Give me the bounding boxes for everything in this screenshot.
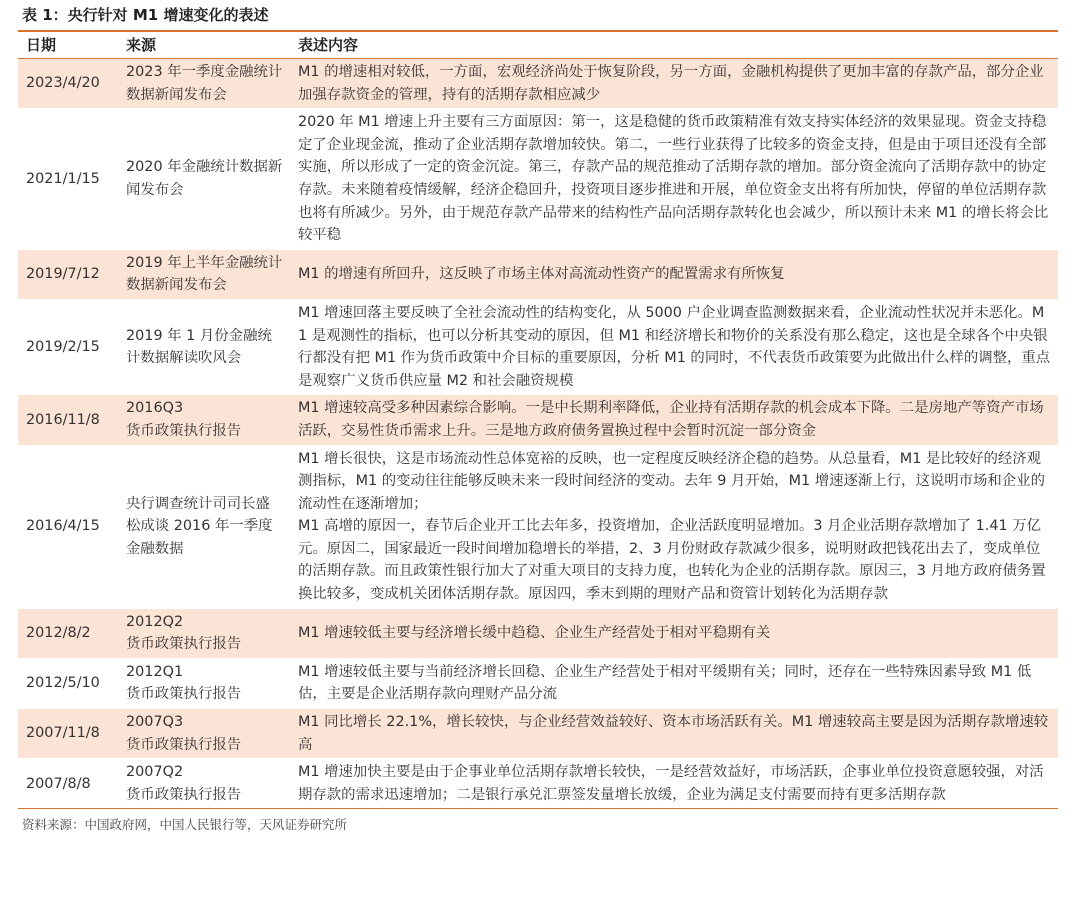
table-row bbox=[18, 709, 1058, 759]
row-source: 2012Q2 货币政策执行报告 bbox=[126, 613, 242, 653]
table-row bbox=[18, 59, 1058, 109]
row-content: M1 增速回落主要反映了全社会流动性的结构变化，从 5000 户企业调查监测数据来看，企业流动性状况并未恶化。M1 是观测性的指标，也可以分析其变动的原因，但 M1 和经济增长和物价的关系没有那么稳定，这也是全球各个中央银行都没有把 M1 作为货币政策中介目标的重要原因，分析 M1 的同时，不代表货币政策要为此做出什么样的调整，重点是观察广义货币供应量 M2 和社会融资规模 bbox=[298, 304, 1051, 389]
statement-table bbox=[18, 30, 1058, 809]
row-source: 2016Q3 货币政策执行报告 bbox=[126, 400, 242, 439]
row-source: 2023 年一季度金融统计数据新闻发布会 bbox=[126, 64, 283, 103]
row-source: 2007Q2 货币政策执行报告 bbox=[126, 764, 242, 803]
row-date: 2007/8/8 bbox=[26, 775, 91, 792]
row-source: 2007Q3 货币政策执行报告 bbox=[126, 714, 242, 753]
table-body bbox=[18, 59, 1058, 809]
row-content: M1 增长很快，这是市场流动性总体宽裕的反映，也一定程度反映经济企稳的趋势。从总量看，M1 是比较好的经济观测指标，M1 的变动往往能够反映未来一段时间经济的变动。去年 9 月开始，M1 增速逐渐上行，这说明市场和企业的流动性在逐渐增加； M1 高增的原因一，春节后企业开工比去年多，投资增加，企业活跃度明显增加。3 月企业活期存款增加了 1.41 万亿元。原因二，国家最近一段时间增加稳增长的举措，2、3 月份财政存款减少很多，说明财政把钱花出去了，变成单位的活期存款。而且政策性银行加大了对重大项目的支持力度，也转化为企业的活期存款。原因三，3 月地方政府债务置换比较多，变成机关团体活期存款。原因四，季末到期的理财产品和资管计划转化为活期存款 bbox=[298, 450, 1046, 603]
row-date: 2016/11/8 bbox=[26, 411, 100, 428]
table-row bbox=[18, 445, 1058, 608]
row-source: 2020 年金融统计数据新闻发布会 bbox=[126, 159, 283, 198]
table-row bbox=[18, 658, 1058, 708]
row-date: 2023/4/20 bbox=[26, 75, 100, 92]
row-date: 2019/7/12 bbox=[26, 266, 100, 283]
row-content: M1 的增速有所回升，这反映了市场主体对高流动性资产的配置需求有所恢复 bbox=[298, 266, 785, 283]
row-content: M1 同比增长 22.1%，增长较快，与企业经营效益较好、资本市场活跃有关。M1 增速较高主要是因为活期存款增速较高 bbox=[298, 714, 1049, 753]
row-date: 2012/5/10 bbox=[26, 675, 100, 692]
row-date: 2012/8/2 bbox=[26, 624, 91, 641]
row-content: M1 增速加快主要是由于企事业单位活期存款增长较快，一是经营效益好，市场活跃，企事业单位投资意愿较强，对活期存款的需求迅速增加；二是银行承兑汇票签发量增长放缓，企业为满足支付需要而持有更多活期存款 bbox=[298, 764, 1044, 803]
row-content: M1 的增速相对较低，一方面，宏观经济尚处于恢复阶段，另一方面，金融机构提供了更加丰富的存款产品，部分企业加强存款资金的管理，持有的活期存款相应减少 bbox=[298, 64, 1044, 103]
row-date: 2019/2/15 bbox=[26, 338, 100, 355]
table-row bbox=[18, 249, 1058, 299]
row-content: M1 增速较高受多种因素综合影响。一是中长期利率降低，企业持有活期存款的机会成本下降。二是房地产等资产市场活跃，交易性货币需求上升。三是地方政府债务置换过程中会暂时沉淀一部分资金 bbox=[298, 400, 1044, 439]
row-content: M1 增速较低主要与当前经济增长回稳、企业生产经营处于相对平缓期有关；同时，还存在一些特殊因素导致 M1 低估，主要是企业活期存款向理财产品分流 bbox=[298, 663, 1032, 703]
header-source: 来源 bbox=[126, 35, 157, 54]
header-row bbox=[18, 31, 1058, 59]
row-source: 2019 年 1 月份金融统计数据解读吹风会 bbox=[126, 327, 272, 367]
row-source: 央行调查统计司司长盛松成谈 2016 年一季度金融数据 bbox=[126, 495, 273, 557]
row-content: 2020 年 M1 增速上升主要有三方面原因：第一，这是稳健的货币政策精准有效支持实体经济的效果显现。资金支持稳定了企业现金流，推动了企业活期存款增加较快。第二，一些行业获得了比较多的资金支持，但是由于项目还没有全部实施，所以形成了一定的资金沉淀。第三，存款产品的规范推动了活期存款的增加。部分资金流向了活期存款中的协定存款。未来随着疫情缓解，经济企稳回升，投资项目逐步推进和开展，单位资金支出将有所加快，停留的单位活期存款也将有所减少。另外，由于规范存款产品带来的结构性产品向活期存款转化也会减少，所以预计未来 M1 的增长将会比较平稳 bbox=[298, 114, 1049, 244]
table-header bbox=[18, 31, 1058, 59]
table-row bbox=[18, 109, 1058, 250]
row-source: 2019 年上半年金融统计数据新闻发布会 bbox=[126, 254, 283, 294]
row-date: 2016/4/15 bbox=[26, 518, 100, 535]
row-date: 2021/1/15 bbox=[26, 170, 100, 187]
table-row bbox=[18, 759, 1058, 809]
table-row bbox=[18, 299, 1058, 394]
header-date: 日期 bbox=[26, 35, 57, 54]
table-row bbox=[18, 608, 1058, 658]
row-content: M1 增速较低主要与经济增长缓中趋稳、企业生产经营处于相对平稳期有关 bbox=[298, 624, 771, 641]
header-content: 表述内容 bbox=[298, 35, 359, 54]
table-row bbox=[18, 395, 1058, 445]
source-note: 资料来源：中国政府网，中国人民银行等，天风证券研究所 bbox=[22, 817, 348, 833]
row-date: 2007/11/8 bbox=[26, 725, 100, 742]
row-source: 2012Q1 货币政策执行报告 bbox=[126, 663, 242, 703]
table-title: 表 1：央行针对 M1 增速变化的表述 bbox=[22, 6, 269, 24]
